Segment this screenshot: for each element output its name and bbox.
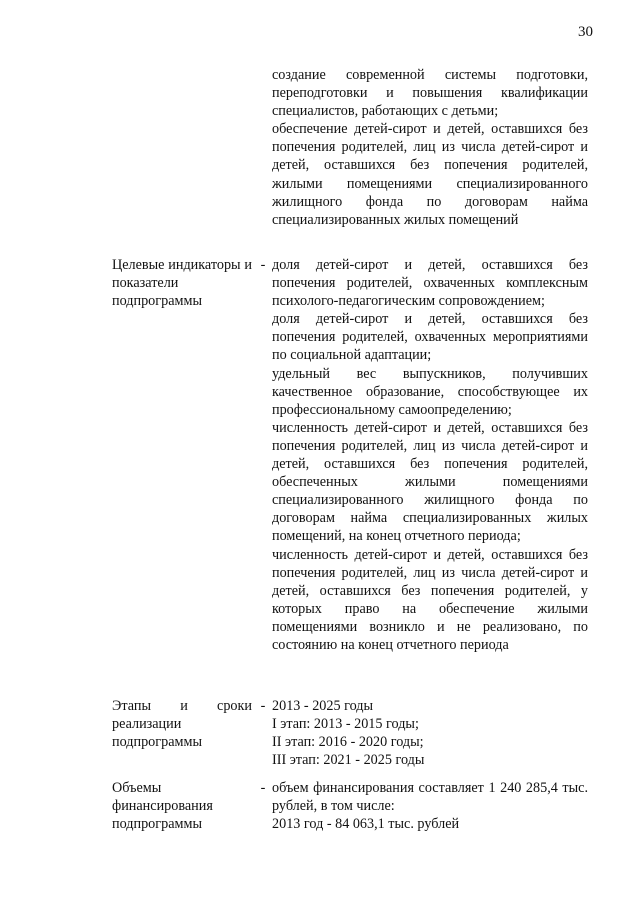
indicator-paragraph-2: доля детей-сирот и детей, оставшихся без попечения родителей, охваченных мероприятиями по социальной адаптации; [272, 311, 588, 364]
funding-paragraph: объем финансирования составляет 1 240 285,4 тыс. рублей, в том числе: [272, 780, 588, 815]
stages-text [272, 697, 588, 769]
indicator-paragraph-1: доля детей-сирот и детей, оставшихся без попечения родителей, охваченных комплексным психолого-педагогическим сопровождением; [272, 257, 588, 310]
stage-line-1: 2013 - 2025 годы [272, 698, 374, 714]
indicators-text [272, 256, 588, 654]
funding-label: Объемы финансирования подпрограммы [112, 780, 213, 833]
continuation-paragraph-2: обеспечение детей-сирот и детей, оставшихся без попечения родителей, лиц из числа детей-сирот и детей, оставшихся без попечения родителей, жилыми помещениями специализированного жилищного фонда по договорам найма специализированных жилых помещений [272, 121, 588, 228]
indicator-paragraph-4: численность детей-сирот и детей, оставшихся без попечения родителей, лиц из числа детей-сирот и детей, оставшихся без попечения родителей, обеспеченных жилыми помещениями специализированного жилищного фонда по договорам найма специализированных жилых помещений, на конец отчетного периода; [272, 419, 588, 545]
stages-dash: - [260, 698, 266, 714]
indicators-label: Целевые индикаторы и показатели подпрограммы [112, 257, 252, 310]
indicator-paragraph-3: удельный вес выпускников, получивших качественное образование, способствующее их профессиональному самоопределению; [272, 365, 588, 418]
funding-dash: - [260, 780, 266, 796]
indicators-row [112, 256, 588, 654]
funding-line-2013: 2013 год - 84 063,1 тыс. рублей [272, 816, 460, 833]
continuation-text [272, 66, 588, 229]
empty-label-cell [112, 66, 252, 229]
stages-row [112, 697, 588, 769]
continuation-block [112, 66, 588, 229]
stage-line-2: I этап: 2013 - 2015 годы; [272, 716, 419, 733]
indicators-dash: - [260, 257, 266, 273]
continuation-paragraph-1: создание современной системы подготовки, переподготовки и повышения квалификации специалистов, работающих с детьми; [272, 67, 588, 120]
stage-line-3: II этап: 2016 - 2020 годы; [272, 734, 424, 751]
funding-text [272, 779, 588, 833]
page-number: 30 [578, 24, 593, 40]
stage-line-4: III этап: 2021 - 2025 годы [272, 752, 425, 769]
indicator-paragraph-5: численность детей-сирот и детей, оставшихся без попечения родителей, лиц из числа детей-сирот и детей, оставшихся без попечения родителей, у которых право на обеспечение жилыми помещениями возникло и не реализовано, по состоянию на конец отчетного периода [272, 546, 588, 653]
empty-dash-cell [252, 66, 272, 229]
funding-row [112, 779, 588, 833]
stages-label: Этапы и сроки реализации подпрограммы [112, 698, 252, 751]
